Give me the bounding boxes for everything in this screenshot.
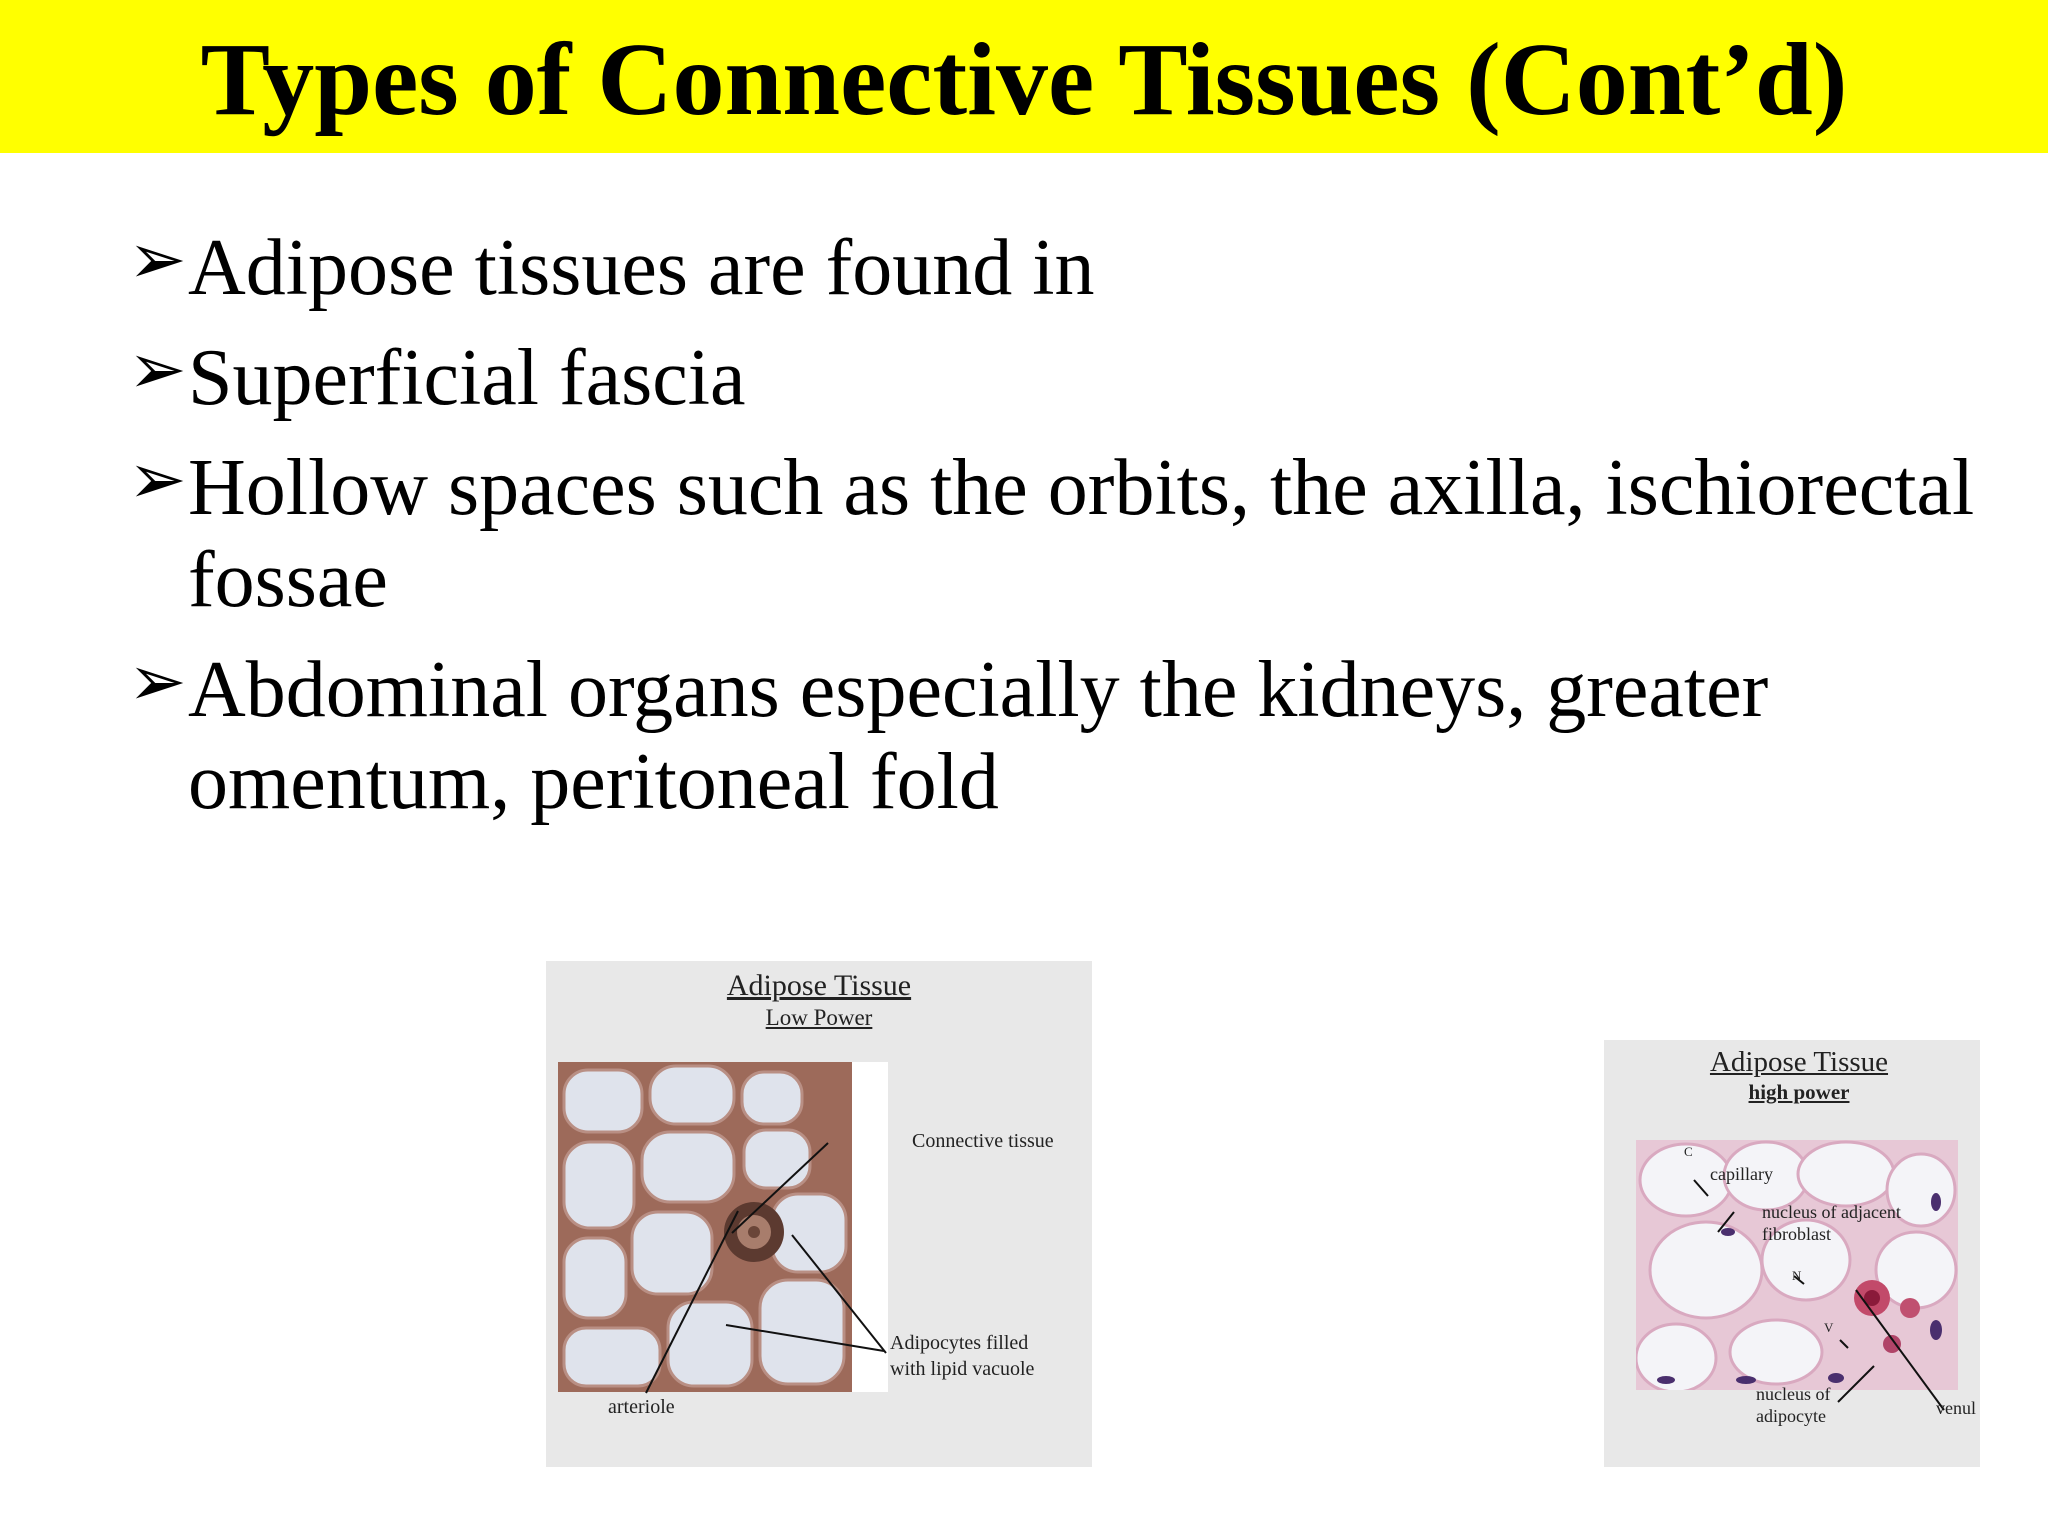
bullet-text: Superficial fascia bbox=[188, 334, 746, 422]
label-v: V bbox=[1824, 1320, 1834, 1335]
label-nucleus-adipocyte-continued: adipocyte bbox=[1756, 1406, 1826, 1426]
bullet-item bbox=[128, 332, 1988, 424]
figure-adipose-high-power bbox=[1604, 1040, 1980, 1467]
bullet-text-continued: fossae bbox=[188, 536, 388, 624]
label-venule: venul bbox=[1936, 1398, 1976, 1418]
bullet-item bbox=[128, 442, 1988, 626]
arrowhead-bullet-icon: ➢ bbox=[128, 442, 187, 519]
label-adipocytes-continued: with lipid vacuole bbox=[890, 1358, 1035, 1380]
bullet-text: Adipose tissues are found in bbox=[188, 224, 1095, 312]
leader-lines bbox=[546, 961, 1092, 1467]
label-c: C bbox=[1684, 1144, 1693, 1159]
figure-title: Adipose Tissue bbox=[1709, 1046, 1889, 1078]
bullet-text: Hollow spaces such as the orbits, the axilla, ischiorectal bbox=[188, 444, 1975, 532]
bullet-text: Abdominal organs especially the kidneys, greater bbox=[188, 646, 1769, 734]
label-adipocytes: Adipocytes filled bbox=[890, 1332, 1029, 1354]
label-n: N bbox=[1792, 1268, 1802, 1283]
figure-title: Adipose Tissue bbox=[726, 969, 912, 1002]
label-arteriole: arteriole bbox=[608, 1396, 675, 1418]
figure-subtitle: Low Power bbox=[765, 1005, 873, 1030]
label-nucleus-adipocyte: nucleus of bbox=[1756, 1384, 1831, 1404]
label-nucleus-fibroblast-continued: fibroblast bbox=[1762, 1224, 1831, 1244]
bullet-list bbox=[128, 222, 1988, 828]
bullet-item bbox=[128, 644, 1988, 828]
arrowhead-bullet-icon: ➢ bbox=[128, 332, 187, 409]
slide-title: Types of Connective Tissues (Cont’d) bbox=[200, 22, 1848, 137]
label-connective-tissue: Connective tissue bbox=[912, 1130, 1054, 1152]
figure-subtitle: high power bbox=[1748, 1080, 1850, 1104]
figure-adipose-low-power bbox=[546, 961, 1092, 1467]
label-capillary: capillary bbox=[1710, 1164, 1773, 1184]
arrowhead-bullet-icon: ➢ bbox=[128, 222, 187, 299]
bullet-item bbox=[128, 222, 1988, 314]
bullet-text-continued: omentum, peritoneal fold bbox=[188, 738, 999, 826]
label-nucleus-fibroblast: nucleus of adjacent bbox=[1762, 1202, 1901, 1222]
arrowhead-bullet-icon: ➢ bbox=[128, 644, 187, 721]
